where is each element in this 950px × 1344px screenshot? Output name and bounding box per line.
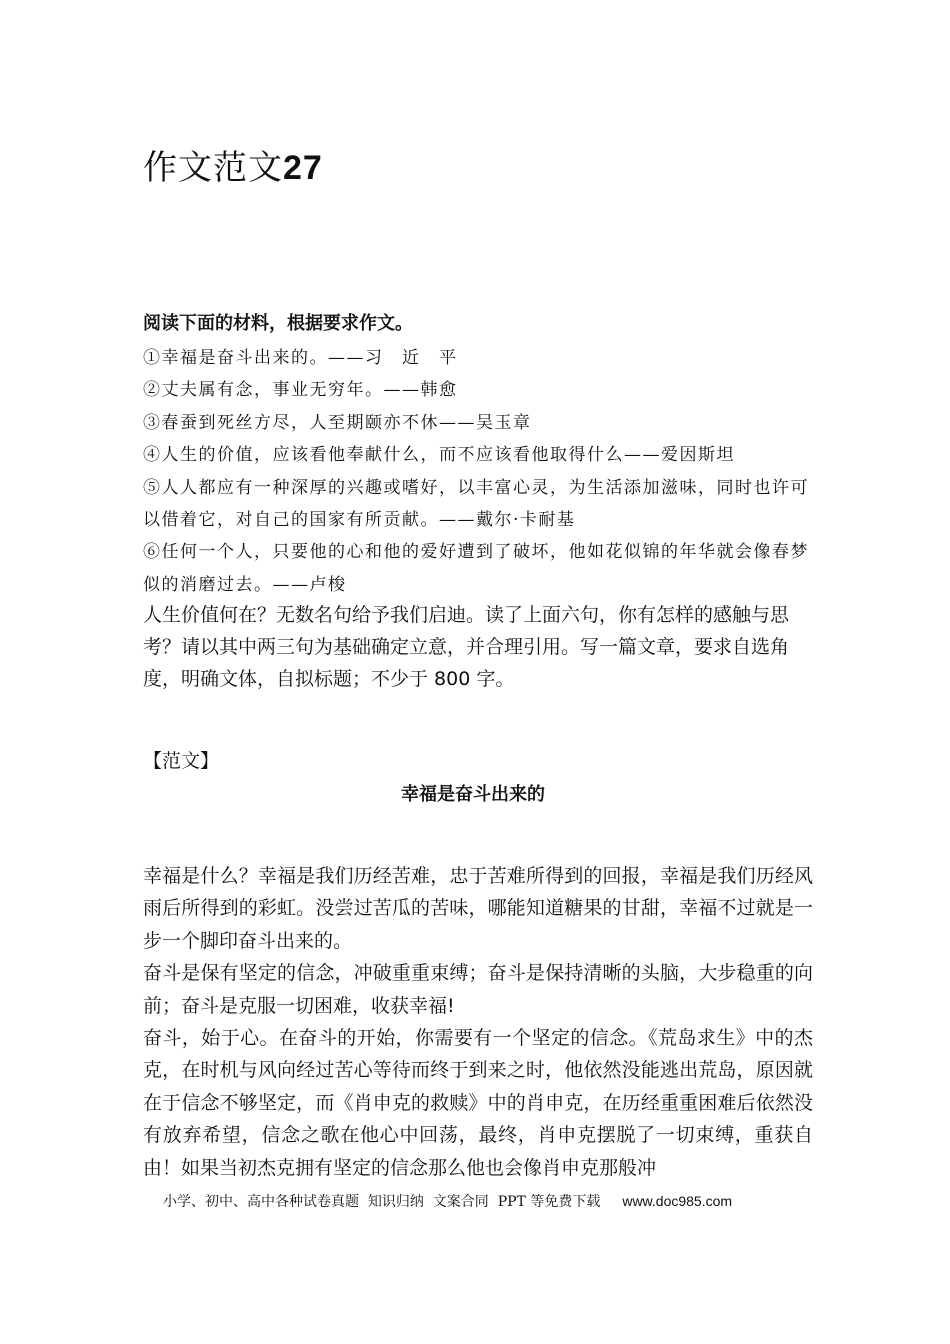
quote-list (143, 342, 813, 601)
quote-item: ①幸福是奋斗出来的。——习 近 平 (143, 348, 458, 368)
writing-prompt: 人生价值何在？无数名句给予我们启迪。读了上面六句，你有怎样的感触与思考？请以其中两三句为基础确定立意，并合理引用。写一篇文章，要求自选角度，明确文体，自拟标题；不少于 800 字。 (143, 604, 790, 690)
essay-body (143, 860, 813, 1184)
page-footer (163, 1190, 732, 1213)
material-heading: 阅读下面的材料，根据要求作文。 (143, 313, 413, 334)
quote-item: ②丈夫属有念，事业无穷年。——韩愈 (143, 380, 458, 401)
essay-paragraph: 幸福是什么？幸福是我们历经苦难，忠于苦难所得到的回报，幸福是我们历经风雨后所得到的彩虹。没尝过苦瓜的苦味，哪能知道糖果的甘甜，幸福不过就是一步一个脚印奋斗出来的。 (143, 865, 813, 952)
document-title-text: 作文范文 (143, 148, 283, 188)
footer-text: 小学、初中、高中各种试卷真题 知识归纳 文案合同 PPT 等免费下载 (163, 1194, 601, 1210)
footer-url[interactable]: www.doc985.com (622, 1193, 733, 1209)
essay-paragraph: 奋斗是保有坚定的信念，冲破重重束缚；奋斗是保持清晰的头脑，大步稳重的向前；奋斗是克服一切困难，收获幸福! (143, 962, 813, 1017)
essay-title: 幸福是奋斗出来的 (401, 784, 545, 805)
quote-item: ⑥任何一个人，只要他的心和他的爱好遭到了破坏，他如花似锦的年华就会像春梦似的消磨过去。——卢梭 (143, 542, 809, 595)
essay-paragraph: 奋斗，始于心。在奋斗的开始，你需要有一个坚定的信念。《荒岛求生》中的杰克，在时机与风向经过苦心等待而终于到来之时，他依然没能逃出荒岛，原因就在于信念不够坚定，而《肖申克的救赎》中的肖申克，在历经重重困难后依然没有放弃希望，信念之歌在他心中回荡，最终，肖申克摆脱了一切束缚，重获自由！如果当初杰克拥有坚定的信念那么他也会像肖申克那般冲 (143, 1027, 813, 1179)
quote-item: ⑤人人都应有一种深厚的兴趣或嗜好，以丰富心灵，为生活添加滋味，同时也许可以借着它，对自己的国家有所贡献。——戴尔·卡耐基 (143, 477, 809, 531)
document-title-number: 27 (283, 149, 323, 187)
quote-item: ③春蚕到死丝方尽，人至期颐亦不休——吴玉章 (143, 412, 532, 433)
essay-label: 【范文】 (143, 750, 220, 772)
document-title (143, 145, 323, 191)
quote-item: ④人生的价值，应该看他奉献什么，而不应该看他取得什么——爱因斯坦 (143, 445, 735, 466)
